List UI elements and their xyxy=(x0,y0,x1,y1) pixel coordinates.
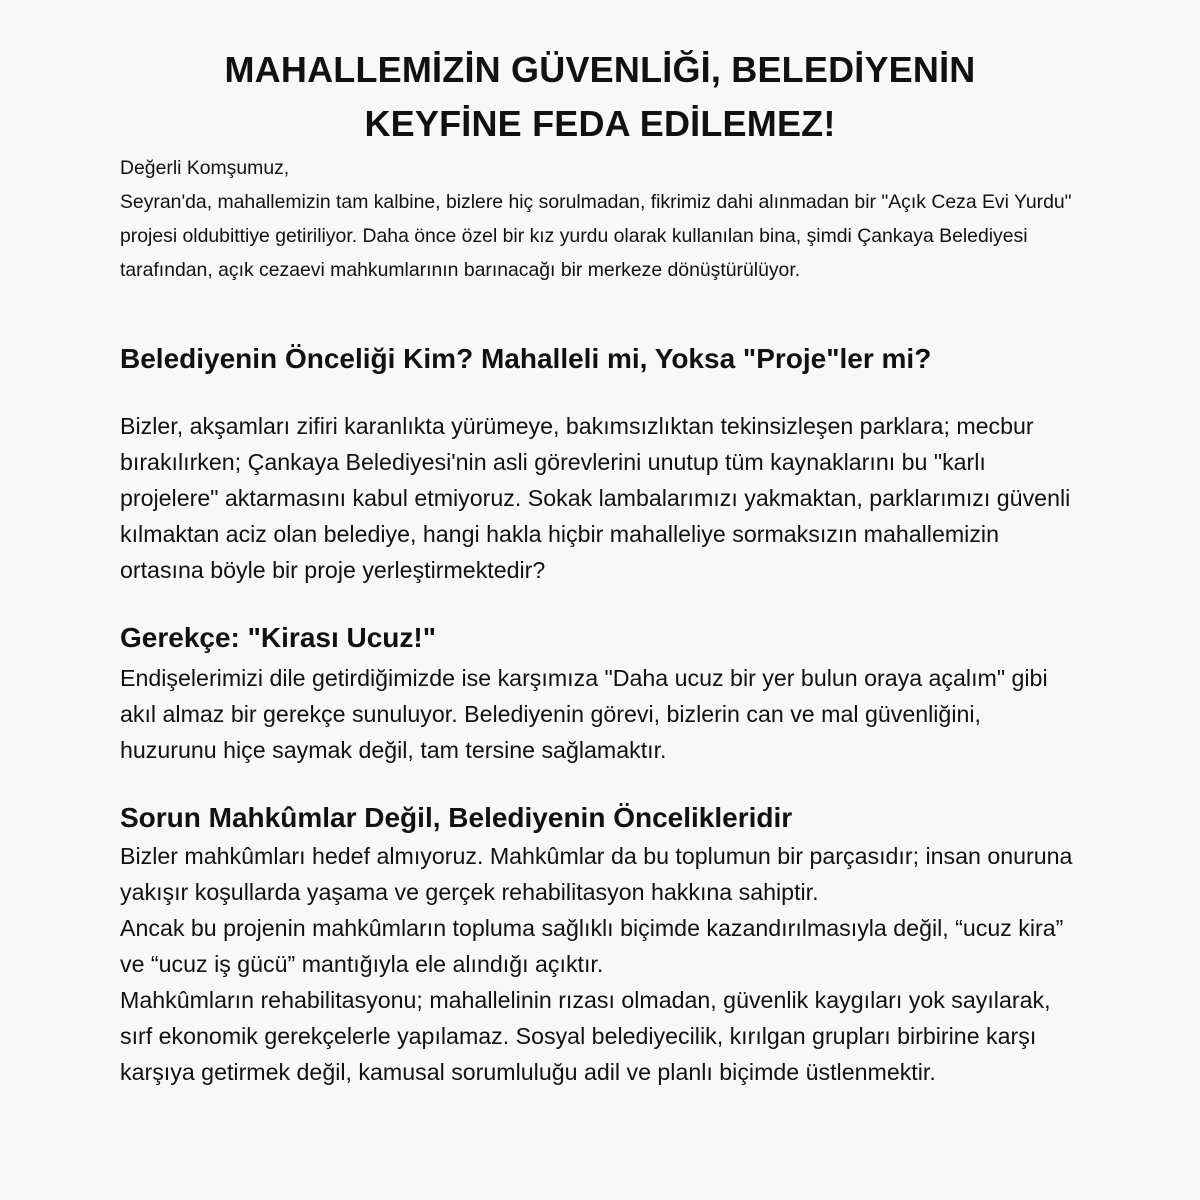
intro-greeting: Değerli Komşumuz, xyxy=(120,157,290,179)
section-paragraph: Bizler mahkûmları hedef almıyoruz. Mahkûmlar da bu toplumun bir parçasıdır; insan onuruna yakışır koşullarda yaşama ve gerçek rehabilitasyon hakkına sahiptir. xyxy=(120,843,1073,905)
section-heading-justification: Gerekçe: "Kirası Ucuz!" xyxy=(120,622,437,653)
section-heading-problem: Sorun Mahkûmlar Değil, Belediyenin Öncelikleridir xyxy=(120,802,793,833)
section-heading-priority: Belediyenin Önceliği Kim? Mahalleli mi, Yoksa "Proje"ler mi? xyxy=(120,343,932,374)
section-body-justification xyxy=(120,660,1080,768)
section-body-problem xyxy=(120,838,1080,1090)
section-paragraph: Endişelerimizi dile getirdiğimizde ise karşımıza "Daha ucuz bir yer bulun oraya açalım" gibi akıl almaz bir gerekçe sunuluyor. Belediyenin görevi, bizlerin can ve mal güvenliğini, huzurunu hiçe saymak değil, tam tersine sağlamaktır. xyxy=(120,665,1048,763)
page-title xyxy=(120,43,1080,151)
section-paragraph: Ancak bu projenin mahkûmların topluma sağlıklı biçimde kazandırılmasıyla değil, “ucuz kira” ve “ucuz iş gücü” mantığıyla ele alındığı açıktır. xyxy=(120,915,1064,977)
section-paragraph: Bizler, akşamları zifiri karanlıkta yürümeye, bakımsızlıktan tekinsizleşen parklara; mecbur bırakılırken; Çankaya Belediyesi'nin asli görevlerini unutup tüm kaynaklarını bu "karlı projelere" aktarmasını kabul etmiyoruz. Sokak lambalarımızı yakmaktan, parklarımızı güvenli kılmaktan aciz olan belediye, hangi hakla hiçbir mahalleliye sormaksızın mahallemizin ortasına böyle bir proje yerleştirmektedir? xyxy=(120,413,1071,583)
page-title-line-2: KEYFİNE FEDA EDİLEMEZ! xyxy=(364,103,836,144)
section-paragraph: Mahkûmların rehabilitasyonu; mahallelinin rızası olmadan, güvenlik kaygıları yok sayılarak, sırf ekonomik gerekçelerle yapılamaz. Sosyal belediyecilik, kırılgan grupları birbirine karşı karşıya getirmek değil, kamusal sorumluluğu adil ve planlı biçimde üstlenmektir. xyxy=(120,987,1051,1085)
section-body-priority xyxy=(120,408,1080,588)
page-title-line-1: MAHALLEMİZİN GÜVENLİĞİ, BELEDİYENİN xyxy=(224,49,976,90)
intro-text: Seyran'da, mahallemizin tam kalbine, bizlere hiç sorulmadan, fikrimiz dahi alınmadan bir "Açık Ceza Evi Yurdu" projesi oldubittiye getiriliyor. Daha önce özel bir kız yurdu olarak kullanılan bina, şimdi Çankaya Belediyesi tarafından, açık cezaevi mahkumlarının barınacağı bir merkeze dönüştürülüyor. xyxy=(120,191,1072,281)
intro-block xyxy=(120,151,1080,287)
